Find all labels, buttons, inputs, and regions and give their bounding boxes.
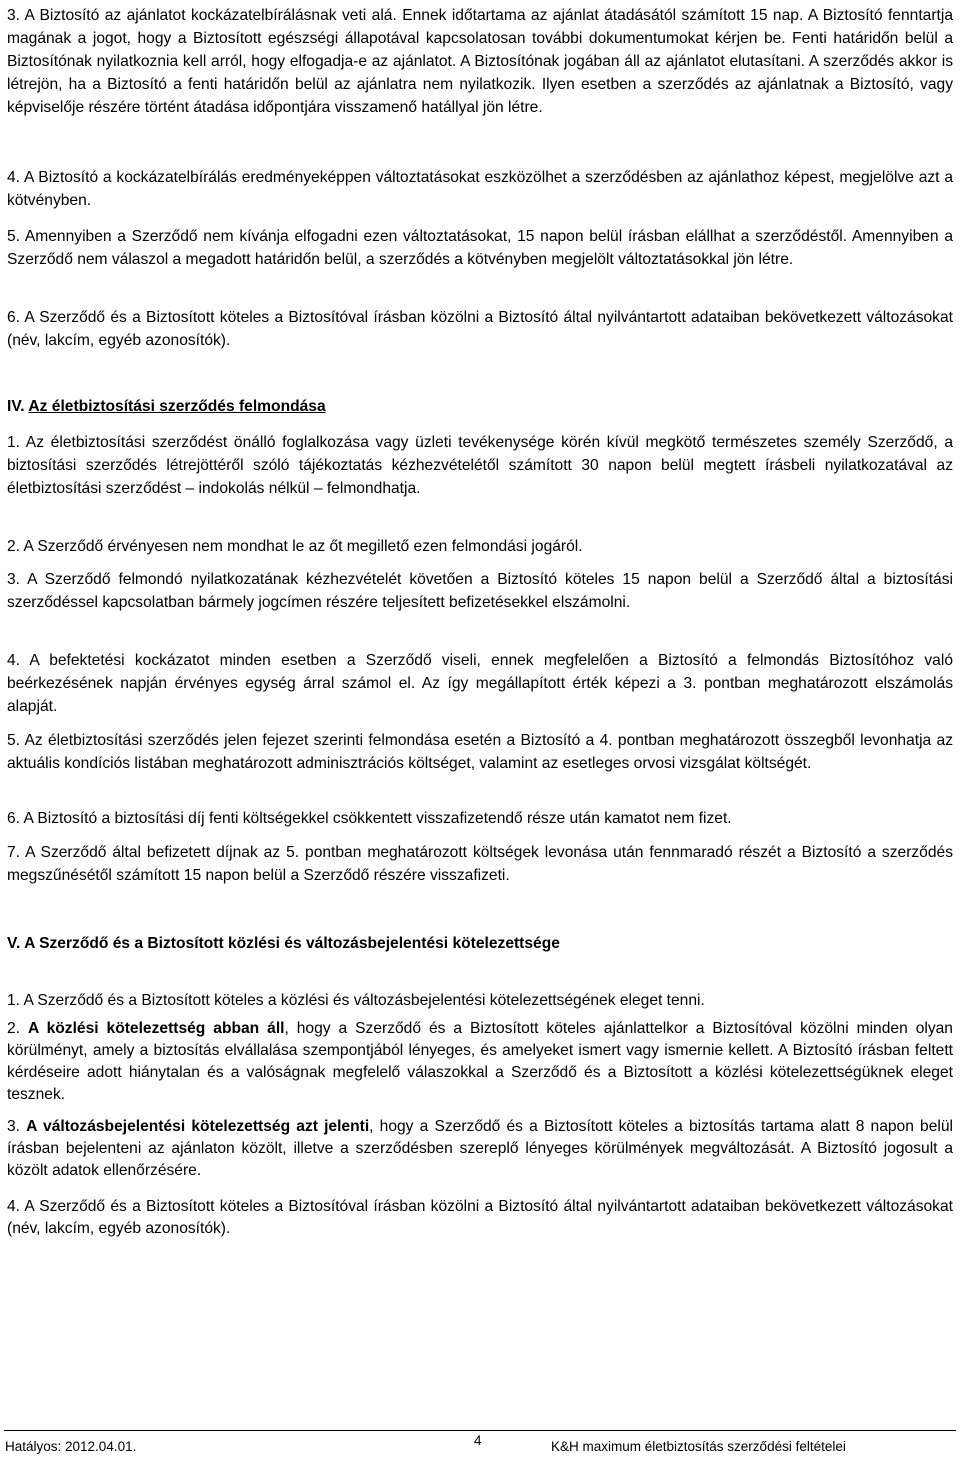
section-v-item-2-number: 2. [7, 1020, 28, 1037]
paragraph-6: 6. A Szerződő és a Biztosított köteles a Biztosítóval írásban közölni a Biztosító által nyilvántartott adataiban bekövetkezett változásokat (név, lakcím, egyéb azonosítók). [7, 309, 953, 349]
section-v-item-4: 4. A Szerződő és a Biztosított köteles a Biztosítóval írásban közölni a Biztosító által nyilvántartott adataiban bekövetkezett változásokat (név, lakcím, egyéb azonosítók). [7, 1198, 953, 1237]
footer-page-number: 4 [474, 1433, 482, 1448]
section-v-number: V. [7, 935, 21, 952]
section-iv-item-5: 5. Az életbiztosítási szerződés jelen fejezet szerinti felmondása esetén a Biztosító a 4. pontban meghatározott összegből levonhatja az aktuális kondíciós listában meghatározott adminisztrációs költséget, valamint az esetleges orvosi vizsgálat költségét. [7, 732, 953, 772]
section-iv-item-4: 4. A befektetési kockázatot minden esetben a Szerződő viseli, ennek megfelelően a Biztosító a felmondás Biztosítóhoz való beérkezésének napján érvényes egység árral számol el. Az így megállapított érték képezi a 3. pontban meghatározott elszámolás alapját. [7, 652, 953, 715]
section-v-item-3 [7, 1116, 953, 1182]
paragraph-3: 3. A Biztosító az ajánlatot kockázatelbírálásnak veti alá. Ennek időtartama az ajánlat átadásától számított 15 nap. A Biztosító fenntartja magának a jogot, hogy a Biztosított egészségi állapotával kapcsolatosan további dokumentumokat kérjen be. Fenti határidőn belül a Biztosítónak nyilatkoznia kell arról, hogy elfogadja-e az ajánlatot. A Biztosítónak jogában áll az ajánlatot elutasítani. A szerződés akkor is létrejön, ha a Biztosító a fenti határidőn belül az ajánlatra nem nyilatkozik. Ilyen esetben a szerződés az ajánlatnak a Biztosító, vagy képviselője részére történt átadása időpontjára visszamenő hatállyal jön létre. [7, 7, 953, 116]
section-v-item-3-bold: A változásbejelentési kötelezettség azt jelenti [26, 1118, 370, 1135]
section-v-item-3-number: 3. [7, 1118, 27, 1135]
section-iv-item-3: 3. A Szerződő felmondó nyilatkozatának kézhezvételét követően a Biztosító köteles 15 napon belül a Szerződő által a biztosítási szerződéssel kapcsolatban bármely jogcímen részére teljesített befizetésekkel elszámolni. [7, 571, 953, 611]
section-iv-item-7: 7. A Szerződő által befizetett díjnak az 5. pontban meghatározott költségek levonása után fennmaradó részét a Biztosító a szerződés megszűnésétől számított 15 napon belül a Szerződő részére visszafizeti. [7, 844, 953, 884]
section-iv-title: Az életbiztosítási szerződés felmondása [28, 398, 326, 415]
footer-divider [4, 1430, 956, 1431]
section-v-heading [7, 933, 953, 955]
section-iv-item-1: 1. Az életbiztosítási szerződést önálló foglalkozása vagy üzleti tevékenysége körén kívül megkötő természetes személy Szerződő, a biztosítási szerződés létrejöttéről szóló tájékoztatás kézhezvételétől számított 30 napon belül megtett írásbeli nyilatkozatával az életbiztosítási szerződést – indokolás nélkül – felmondhatja. [7, 434, 953, 497]
section-iv-item-6: 6. A Biztosító a biztosítási díj fenti költségekkel csökkentett visszafizetendő része után kamatot nem fizet. [7, 810, 732, 827]
section-v-item-3-text: , hogy a Szerződő és a Biztosított köteles a biztosítás tartama alatt 8 napon belül írásban bejelenteni az ajánlaton közölt, illetve a szerződésben szereplő lényeges körülmények megváltozását. A Biztosító jogosult a közölt adatok ellenőrzésére. [7, 1118, 954, 1179]
section-v-item-2-text: , hogy a Szerződő és a Biztosított köteles ajánlattelkor a Biztosítóval közölni minden olyan körülményt, amely a biztosítás elvállalása szempontjából lényeges, és amelyeket ismert vagy ismernie kellett. A Biztosító írásban feltett kérdéseire adott hiánytalan és a valóságnak megfelelő válaszokkal a Szerződő és a Biztosított a közlési kötelezettségüknek eleget tesznek. [7, 1020, 953, 1103]
section-iv-number: IV. [7, 398, 25, 415]
footer-effective-date: Hatályos: 2012.04.01. [5, 1439, 137, 1454]
section-v-item-1: 1. A Szerződő és a Biztosított köteles a közlési és változásbejelentési kötelezettségének eleget tenni. [7, 992, 705, 1009]
section-v-item-2 [7, 1018, 953, 1106]
footer-document-title: K&H maximum életbiztosítás szerződési feltételei [551, 1439, 846, 1454]
section-v-item-2-bold: A közlési kötelezettség abban áll [27, 1020, 285, 1037]
section-v-title: A Szerződő és a Biztosított közlési és változásbejelentési kötelezettsége [24, 935, 560, 952]
paragraph-5: 5. Amennyiben a Szerződő nem kívánja elfogadni ezen változtatásokat, 15 napon belül írásban elállhat a szerződéstől. Amennyiben a Szerződő nem válaszol a megadott határidőn belül, a szerződés a kötvényben megjelölt változtatásokkal jön létre. [7, 228, 953, 268]
paragraph-4: 4. A Biztosító a kockázatelbírálás eredményeképpen változtatásokat eszközölhet a szerződésben az ajánlathoz képest, megjelölve azt a kötvényben. [7, 169, 953, 209]
section-iv-item-2: 2. A Szerződő érvényesen nem mondhat le az őt megillető ezen felmondási jogáról. [7, 538, 583, 555]
section-iv-heading [7, 396, 953, 418]
